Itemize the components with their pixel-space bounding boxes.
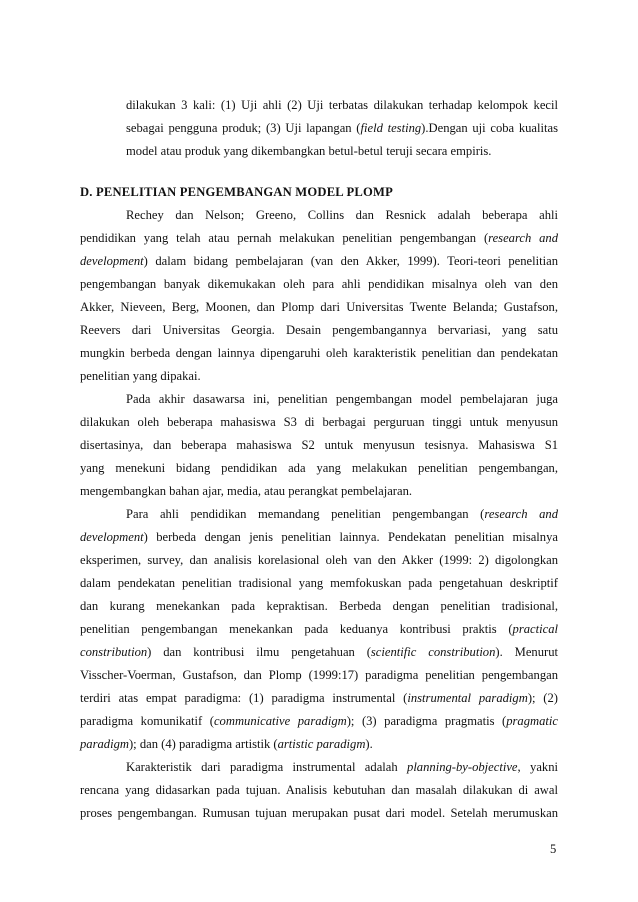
body-italic: research and (484, 507, 559, 521)
body-line: Visscher-Voerman, Gustafson, dan Plomp (1999:17) paradigma penelitian pengembangan (80, 668, 558, 682)
section-heading: D. PENELITIAN PENGEMBANGAN MODEL PLOMP (80, 185, 394, 199)
body-line-part: ). (365, 737, 373, 751)
body-line (80, 690, 558, 706)
body-line: Akker, Nieveen, Berg, Moonen, dan Plomp dari Universitas Twente Belanda; Gustafson, (80, 300, 558, 314)
body-line: eksperimen, survey, dan analisis korelasional oleh van den Akker (1999: 2) digolongkan (80, 553, 558, 567)
intro-line: dilakukan 3 kali: (1) Uji ahli (2) Uji terbatas dilakukan terhadap kelompok kecil (126, 98, 558, 112)
body-line (80, 230, 558, 246)
body-line-part: Para ahli pendidikan memandang penelitian pengembangan ( (126, 507, 485, 521)
body-line: dan kurang menekankan pada kepraktisan. Berbeda dengan penelitian tradisional, (80, 599, 558, 613)
intro-italic: field testing (360, 121, 422, 135)
intro-line-part: sebagai pengguna produk; (3) Uji lapangan ( (126, 121, 361, 135)
body-line (126, 506, 558, 522)
body-line-part: ); (3) paradigma pragmatis ( (346, 714, 507, 728)
body-italic: communicative paradigm (213, 714, 347, 728)
body-line (80, 713, 558, 729)
body-italic: paradigm (80, 737, 129, 751)
body-line: yang menekuni bidang pendidikan ada yang melakukan penelitian pengembangan, (80, 461, 558, 475)
body-line: Rechey dan Nelson; Greeno, Collins dan Resnick adalah beberapa ahli (126, 208, 558, 222)
body-line: pengembangan banyak dikemukakan oleh para ahli pendidikan misalnya oleh van den (80, 277, 558, 291)
body-line-part: ); dan (4) paradigma artistik ( (128, 737, 278, 751)
body-italic: research and (488, 231, 558, 245)
body-line (80, 644, 558, 660)
body-line (80, 529, 558, 545)
intro-line (126, 120, 558, 136)
body-line: Reevers dari Universitas Georgia. Desain pengembangannya bervariasi, yang satu (80, 323, 558, 337)
body-italic: artistic paradigm (277, 737, 366, 751)
body-line: mengembangkan bahan ajar, media, atau perangkat pembelajaran. (80, 484, 413, 498)
body-line-part: penelitian pengembangan menekankan pada keduanya kontribusi praktis ( (80, 622, 513, 636)
body-line (80, 253, 558, 269)
body-line-part: ) berbeda dengan jenis penelitian lainnya. Pendekatan penelitian misalnya (143, 530, 558, 544)
body-line-part: Karakteristik dari paradigma instrumental adalah (126, 760, 408, 774)
body-line: Pada akhir dasawarsa ini, penelitian pengembangan model pembelajaran juga (126, 392, 558, 406)
body-italic: practical (512, 622, 558, 636)
body-italic: pragmatic (506, 714, 558, 728)
body-italic: scientific constribution (370, 645, 496, 659)
body-italic: development (80, 530, 144, 544)
body-line (126, 759, 558, 775)
page-number: 5 (550, 842, 557, 856)
body-line-part: ) dalam bidang pembelajaran (van den Akker, 1999). Teori-teori penelitian (143, 254, 558, 268)
body-line-part: terdiri atas empat paradigma: (1) paradigma instrumental ( (80, 691, 408, 705)
body-italic: constribution (80, 645, 148, 659)
body-line: mungkin berbeda dengan lainnya dipengaruhi oleh karakteristik penelitian dan pendekatan (80, 346, 558, 360)
body-italic: instrumental paradigm (407, 691, 528, 705)
body-line-part: pendidikan yang telah atau pernah melakukan penelitian pengembangan ( (80, 231, 489, 245)
body-line-part: ); (2) (527, 691, 558, 705)
body-italic: planning-by-objective (407, 760, 518, 774)
body-line-part: paradigma komunikatif ( (80, 714, 214, 728)
body-line (80, 736, 373, 752)
body-italic: development (80, 254, 144, 268)
body-line: proses pengembangan. Rumusan tujuan merupakan pusat dari model. Setelah merumuskan (80, 806, 558, 820)
body-line: disertasinya, dan beberapa mahasiswa S2 untuk menyusun tesisnya. Mahasiswa S1 (80, 438, 558, 452)
body-line-part: ). Menurut (495, 645, 558, 659)
body-line: dalam pendekatan penelitian tradisional yang memfokuskan pada pengetahuan deskriptif (80, 576, 558, 590)
body-line-part: , yakni (517, 760, 559, 774)
body-line (80, 621, 558, 637)
body-line: dilakukan oleh beberapa mahasiswa S3 di berbagai perguruan tinggi untuk menyusun (80, 415, 558, 429)
body-line-part: ) dan kontribusi ilmu pengetahuan ( (147, 645, 371, 659)
intro-line: model atau produk yang dikembangkan betul-betul teruji secara empiris. (126, 144, 492, 158)
body-line: penelitian yang dipakai. (80, 369, 201, 383)
body-line: rencana yang didasarkan pada tujuan. Analisis kebutuhan dan masalah dilakukan di awal (80, 783, 558, 797)
intro-line-part: ).Dengan uji coba kualitas (421, 121, 558, 135)
